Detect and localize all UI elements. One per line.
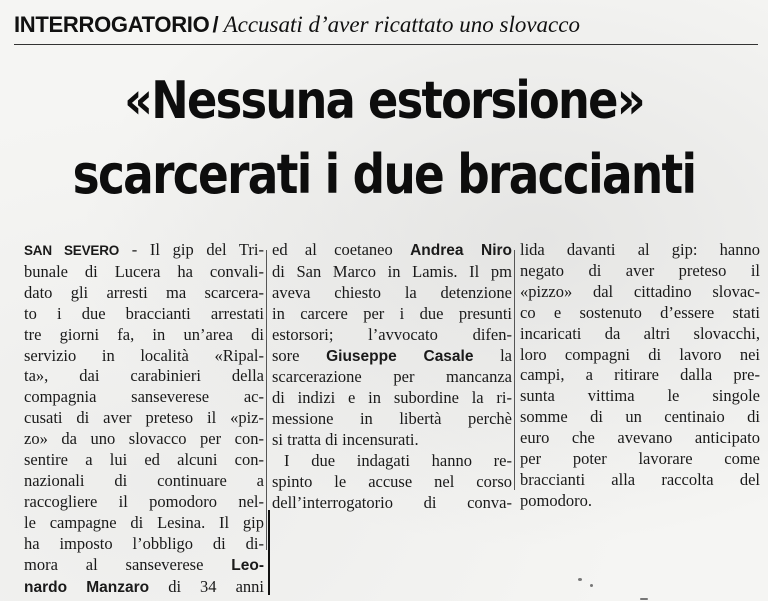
article-line: si tratta di incensurati. [272,430,419,450]
article-line: campi, a ritirare dalla pre- [520,365,760,385]
article-body [24,240,760,596]
article-line: le campagne di Lesina. Il gip [24,512,264,532]
article-line: euro che avevano anticipato [520,428,760,448]
article-line: loro compagni di lavoro nei [520,344,760,364]
article-line: raccogliere il pomodoro nel- [24,491,264,511]
article-line: in carcere per i due presunti [272,303,512,323]
article-line: pomodoro. [520,490,592,510]
article-line: nazionali di continuare a [24,470,264,490]
box-rule [268,510,270,595]
headline [0,64,768,212]
column-rule [266,250,267,550]
article-line: cusati di aver preteso il «piz- [24,408,264,428]
print-speck [590,584,593,587]
article-column-1 [24,240,264,598]
kicker [14,12,754,42]
article-line: di indizi e in subordine la ri- [272,388,512,408]
article-line: braccianti alla raccolta del [520,469,760,489]
article-line: I due indagati hanno re- [284,451,512,471]
kicker-subtitle: Accusati d’aver ricattato uno slovacco [223,12,580,37]
person-name: nardo Manzaro [24,578,150,596]
article-line: scarcerazione per mancanza [272,367,512,387]
print-speck [578,578,582,581]
article-line: «pizzo» dal cittadino slovac- [520,281,760,301]
article-line: ta», dai carabinieri della [24,366,264,386]
section-label: INTERROGATORIO [14,12,210,37]
article-line: sore Giuseppe Casale la [272,345,512,365]
article-column-3 [520,240,760,512]
person-name: Andrea Niro [410,242,512,259]
kicker-separator: / [212,12,219,37]
article-line: to i due braccianti arrestati [24,303,264,323]
article-line: estorsori; l’avvocato difen- [272,324,512,344]
article-line: somme di un centinaio di [520,407,760,427]
article-line: ed al coetaneo Andrea Niro [272,240,512,259]
article-line: nardo Manzaro di 34 anni [24,576,264,596]
article-line: servizio in località «Ripal- [24,345,264,365]
article-line: di San Marco in Lamis. Il pm [272,261,512,281]
article-line: dell’interrogatorio di conva- [272,492,512,512]
article-line: per poter lavorare come [520,449,760,469]
kicker-rule [14,44,758,45]
person-name: Leo- [231,556,264,574]
article-line [24,240,264,262]
column-rule [514,250,515,490]
headline-line-2: scarcerati i due braccianti [72,143,696,206]
article-line: aveva chiesto la detenzione [272,282,512,302]
article-line: ha imposto l’obbligo di di- [24,533,264,553]
headline-line-1: «Nessuna estorsione» [124,71,644,131]
article-text: - Il gip del Tri- [119,240,264,259]
article-line: dato gli arresti ma scarcera- [24,282,264,302]
article-line: messione in libertà perchè [272,409,512,429]
article-line: lida davanti al gip: hanno [520,240,760,259]
article-line: zo» da uno slovacco per con- [24,429,264,449]
article-line: mora al sanseverese Leo- [24,554,264,574]
person-name: Giuseppe Casale [326,347,474,365]
article-line: negato di aver preteso il [520,260,760,280]
article-line: compagnia sanseverese ac- [24,387,264,407]
article-line: spinto le accuse nel corso [272,471,512,491]
article-line: tre giorni fa, in un’area di [24,324,264,344]
dateline: SAN SEVERO [24,243,120,258]
article-line: sunta vittima le singole [520,386,760,406]
print-speck [640,598,648,600]
article-line: sentire a lui ed alcuni con- [24,450,264,470]
article-column-2 [272,240,512,514]
article-line: co e sostenuto d’essere stati [520,302,760,322]
article-line: incaricati da altri slovacchi, [520,323,760,343]
article-line: bunale di Lucera ha convali- [24,261,264,281]
